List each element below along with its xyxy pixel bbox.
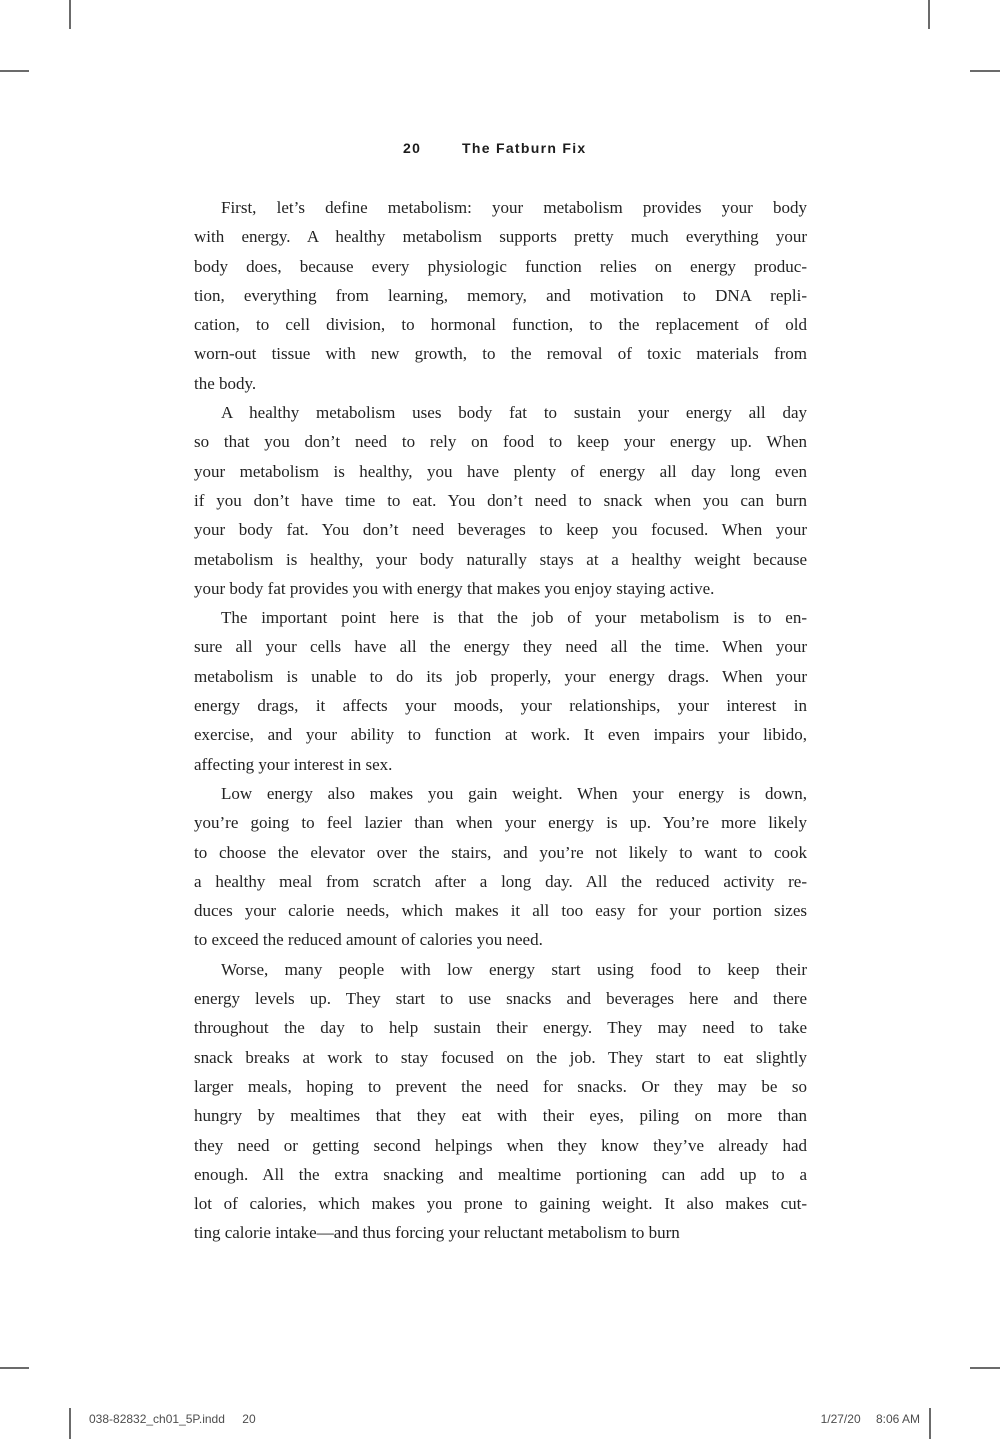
crop-mark-top-right-vertical [928,0,930,29]
crop-mark-top-right-horizontal [970,70,1000,72]
text-line: metabolism is healthy, your body naturally stays at a healthy weight because [194,549,807,569]
book-title: The Fatburn Fix [462,140,587,156]
text-line: energy drags, it affects your moods, your relationships, your interest in [194,696,807,716]
text-line: body does, because every physiologic function relies on energy produc- [194,256,807,276]
crop-mark-bottom-right-horizontal [970,1367,1000,1369]
text-line: larger meals, hoping to prevent the need for snacks. Or they may be so [194,1076,807,1096]
text-line: worn-out tissue with new growth, to the removal of toxic materials from [194,344,807,364]
text-line: to exceed the reduced amount of calories you need. [194,930,543,950]
text-line: hungry by mealtimes that they eat with their eyes, piling on more than [194,1106,807,1126]
text-line: energy levels up. They start to use snacks and beverages here and there [194,989,807,1009]
text-line: Low energy also makes you gain weight. When your energy is down, [221,783,807,803]
text-line: cation, to cell division, to hormonal function, to the replacement of old [194,315,807,335]
text-line: tion, everything from learning, memory, and motivation to DNA repli- [194,285,807,305]
text-line: your metabolism is healthy, you have plenty of energy all day long even [194,461,807,481]
text-line: lot of calories, which makes you prone to gaining weight. It also makes cut- [194,1194,807,1214]
text-line: enough. All the extra snacking and mealtime portioning can add up to a [194,1164,807,1184]
slug-time: 8:06 AM [875,1412,920,1426]
text-line: First, let’s define metabolism: your metabolism provides your body [221,198,807,217]
text-line: with energy. A healthy metabolism supports pretty much everything your [194,227,807,247]
text-line: a healthy meal from scratch after a long day. All the reduced activity re- [194,871,807,891]
text-line: duces your calorie needs, which makes it all too easy for your portion sizes [194,901,807,921]
crop-mark-top-left-horizontal [0,70,29,72]
text-line: your body fat. You don’t need beverages to keep you focused. When your [194,520,807,540]
text-line: they need or getting second helpings when they know they’ve already had [194,1135,807,1155]
text-line: Worse, many people with low energy start using food to keep their [221,959,807,979]
text-line: throughout the day to help sustain their energy. They may need to take [194,1018,807,1038]
text-line: you’re going to feel lazier than when your energy is up. You’re more likely [194,813,807,833]
crop-mark-top-left-vertical [69,0,71,29]
crop-mark-bottom-left-horizontal [0,1367,29,1369]
text-line: ting calorie intake—and thus forcing your reluctant metabolism to burn [194,1223,680,1243]
slug-page-number: 20 [242,1412,256,1426]
text-line: sure all your cells have all the energy they need all the time. When your [194,637,807,657]
text-line: if you don’t have time to eat. You don’t need to snack when you can burn [194,490,807,510]
text-line: the body. [194,373,257,393]
text-line: so that you don’t need to rely on food to keep your energy up. When [194,432,807,452]
text-line: The important point here is that the job of your metabolism is to en- [221,608,807,628]
text-line: affecting your interest in sex. [194,754,393,774]
text-line: snack breaks at work to stay focused on the job. They start to eat slightly [194,1047,807,1067]
text-line: to choose the elevator over the stairs, and you’re not likely to want to cook [194,842,807,862]
slug-filename: 038-82832_ch01_5P.indd [89,1412,225,1426]
slug-timestamp [821,1412,920,1426]
body-text [194,193,807,1248]
crop-mark-bottom-right-vertical [929,1408,931,1439]
text-line: your body fat provides you with energy that makes you enjoy staying active. [194,578,715,598]
text-line: exercise, and your ability to function at work. It even impairs your libido, [194,725,807,745]
crop-mark-bottom-left-vertical [69,1408,71,1439]
slug-file-info [89,1412,256,1426]
page-number: 20 [403,140,422,156]
text-line: A healthy metabolism uses body fat to sustain your energy all day [221,403,807,423]
slug-date: 1/27/20 [820,1412,861,1426]
text-line: metabolism is unable to do its job properly, your energy drags. When your [194,666,807,686]
